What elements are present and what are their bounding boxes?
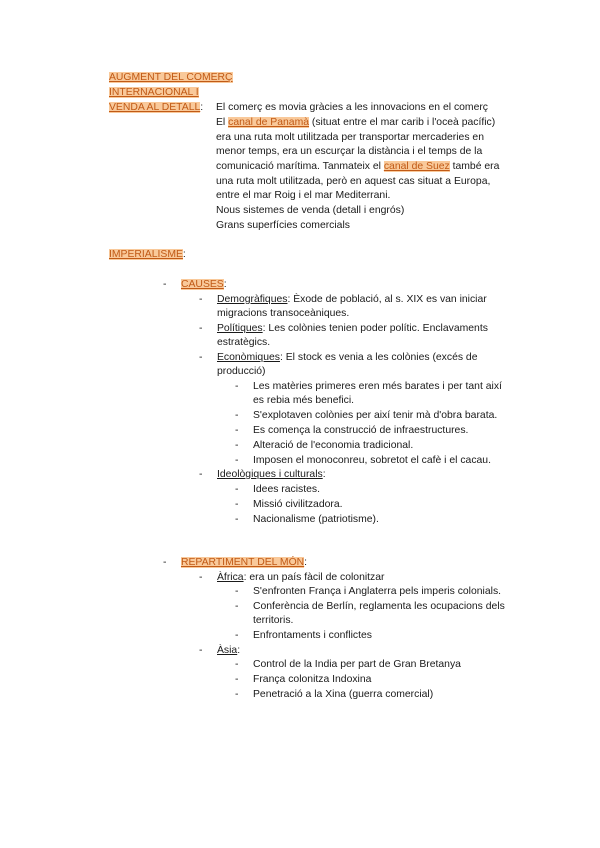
bullet-dash: - <box>199 294 203 305</box>
highlight-canal-panama: canal de Panamà <box>228 117 310 128</box>
list-item: Control de la India per part de Gran Bretanya <box>253 659 461 670</box>
paragraph-line: El comerç es movia gràcies a les innovacions en el comerç <box>216 102 489 113</box>
paragraph-line: menor temps, era un escurçar la distància i el temps de la <box>216 146 483 157</box>
heading-imperialisme: IMPERIALISME: <box>109 249 186 260</box>
list-item: S'enfronten França i Anglaterra pels imperis colonials. <box>253 586 502 597</box>
list-item: Missió civilitzadora. <box>253 499 343 510</box>
bullet-dash: - <box>235 425 239 436</box>
list-item: Ideològiques i culturals: <box>217 469 326 480</box>
bullet-dash: - <box>199 645 203 656</box>
list-item: S'explotaven colònies per així tenir mà d'obra barata. <box>253 410 498 421</box>
bullet-dash: - <box>235 601 239 612</box>
heading-line: VENDA AL DETALL: <box>109 102 204 113</box>
list-item: Enfrontaments i conflictes <box>253 630 372 641</box>
list-item-continuation: producció) <box>217 366 266 377</box>
bullet-dash: - <box>199 572 203 583</box>
bullet-dash: - <box>235 674 239 685</box>
bullet-dash: - <box>235 484 239 495</box>
list-item: Es comença la construcció de infraestructures. <box>253 425 469 436</box>
bullet-dash: - <box>235 514 239 525</box>
paragraph-line: Grans superfícies comercials <box>216 220 350 231</box>
list-item: Imposen el monoconreu, sobretot el cafè i el cacau. <box>253 455 491 466</box>
paragraph-line: Nous sistemes de venda (detall i engrós) <box>216 205 405 216</box>
paragraph-line: entre el mar Roig i el mar Mediterrani. <box>216 190 391 201</box>
bullet-dash: - <box>235 499 239 510</box>
highlight-canal-suez: canal de Suez <box>383 161 450 172</box>
list-item-continuation: es rebia més benefici. <box>253 395 355 406</box>
list-item: Nacionalisme (patriotisme). <box>253 514 379 525</box>
bullet-dash: - <box>163 557 167 568</box>
paragraph-line: comunicació marítima. Tanmateix el canal de Suez també era <box>216 161 500 172</box>
list-item: Les matèries primeres eren més barates i per tant així <box>253 381 502 392</box>
list-item: Àfrica: era un país fàcil de colonitzar <box>217 572 385 583</box>
bullet-dash: - <box>199 352 203 363</box>
bullet-dash: - <box>163 279 167 290</box>
paragraph-line: El canal de Panamà (situat entre el mar carib i l'oceà pacífic) <box>216 117 496 128</box>
list-item: Alteració de l'economia tradicional. <box>253 440 414 451</box>
bullet-dash: - <box>235 586 239 597</box>
heading-line: INTERNACIONAL I <box>109 87 199 98</box>
list-item-continuation: estratègics. <box>217 337 271 348</box>
list-item: Econòmiques: El stock es venia a les colònies (excés de <box>217 352 478 363</box>
bullet-dash: - <box>235 455 239 466</box>
list-item: Penetració a la Xina (guerra comercial) <box>253 689 434 700</box>
bullet-dash: - <box>235 410 239 421</box>
list-item: Polítiques: Les colònies tenien poder polític. Enclavaments <box>217 323 488 334</box>
bullet-dash: - <box>235 381 239 392</box>
list-item: Conferència de Berlín, reglamenta les ocupacions dels <box>253 601 505 612</box>
list-item: Demogràfiques: Èxode de població, al s. XIX es van iniciar <box>217 294 487 305</box>
list-item: França colonitza Indoxina <box>253 674 372 685</box>
bullet-dash: - <box>235 440 239 451</box>
paragraph-line: una ruta molt utilitzada, però en aquest cas situat a Europa, <box>216 176 491 187</box>
repartiment-heading: REPARTIMENT DEL MÓN: <box>181 557 308 568</box>
list-item: Idees racistes. <box>253 484 320 495</box>
list-item-continuation: migracions transoceàniques. <box>217 308 350 319</box>
bullet-dash: - <box>199 469 203 480</box>
bullet-dash: - <box>235 689 239 700</box>
paragraph-line: era una ruta molt utilitzada per transportar mercaderies en <box>216 132 484 143</box>
bullet-dash: - <box>199 323 203 334</box>
bullet-dash: - <box>235 659 239 670</box>
causes-heading: CAUSES: <box>181 279 227 290</box>
bullet-dash: - <box>235 630 239 641</box>
list-item-continuation: territoris. <box>253 615 294 626</box>
heading-line: AUGMENT DEL COMERÇ <box>109 72 233 83</box>
list-item: Àsia: <box>217 645 241 656</box>
